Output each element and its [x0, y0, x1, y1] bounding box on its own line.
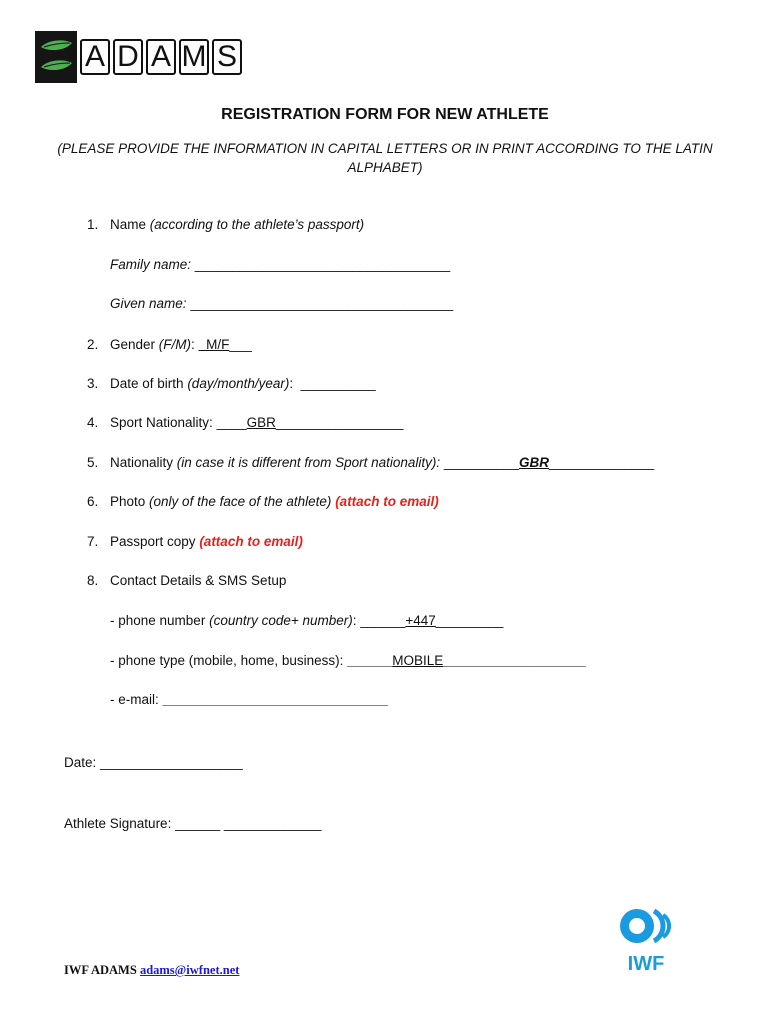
- field-photo: [87, 494, 439, 509]
- item-number: 4.: [87, 415, 99, 430]
- field-dob[interactable]: [87, 376, 376, 391]
- field-label: Photo: [110, 494, 146, 509]
- phone-type-value[interactable]: MOBILE: [392, 653, 444, 668]
- phone-number-value[interactable]: +447: [405, 613, 436, 628]
- blank-line: ___________________: [443, 653, 586, 668]
- logo-letter: M: [179, 39, 209, 75]
- blank-line: ______: [347, 653, 393, 668]
- blank-line: _________: [435, 613, 504, 628]
- field-label: Passport copy: [110, 534, 196, 549]
- field-passport: [87, 534, 303, 549]
- field-email[interactable]: [110, 692, 388, 707]
- field-label: - phone type (mobile, home, business):: [110, 653, 344, 668]
- gender-value[interactable]: M/F: [206, 337, 230, 352]
- iwf-logo: [618, 906, 674, 974]
- field-label: Date:: [64, 755, 97, 770]
- blank-line[interactable]: ______ _____________: [175, 816, 322, 831]
- field-name: [87, 217, 364, 232]
- field-label: Family name:: [110, 257, 192, 272]
- colon: :: [191, 337, 195, 352]
- item-number: 8.: [87, 573, 99, 588]
- colon: :: [289, 376, 294, 391]
- blank-line: ___: [229, 337, 252, 352]
- blank-line[interactable]: ______________________________: [162, 692, 388, 707]
- blank-line[interactable]: __________________________________: [194, 257, 451, 272]
- field-phone-type[interactable]: [110, 653, 586, 668]
- blank-line: [199, 337, 207, 352]
- footer-org: IWF ADAMS: [64, 963, 137, 977]
- field-note: (day/month/year): [187, 376, 290, 391]
- field-note: (only of the face of the athlete): [149, 494, 332, 509]
- adams-logo: [35, 31, 245, 83]
- field-label: Sport Nationality:: [110, 415, 213, 430]
- field-note: (in case it is different from Sport nationality):: [176, 455, 441, 470]
- nationality-value[interactable]: GBR: [519, 455, 550, 470]
- field-phone-number[interactable]: [110, 613, 503, 628]
- item-number: 7.: [87, 534, 99, 549]
- item-number: 6.: [87, 494, 99, 509]
- field-label: - phone number: [110, 613, 206, 628]
- field-label: Gender: [110, 337, 156, 352]
- attach-note: (attach to email): [335, 494, 439, 509]
- blank-line: __________: [443, 455, 520, 470]
- blank-line[interactable]: ___________________________________: [190, 296, 454, 311]
- logo-letter: A: [146, 39, 176, 75]
- field-nationality[interactable]: [87, 455, 654, 470]
- logo-letter: S: [212, 39, 242, 75]
- item-number: 1.: [87, 217, 99, 232]
- field-label: - e-mail:: [110, 692, 159, 707]
- attach-note: (attach to email): [199, 534, 303, 549]
- footer-email-link[interactable]: adams@iwfnet.net: [139, 963, 240, 977]
- footer: [64, 963, 239, 978]
- logo-letter: D: [113, 39, 143, 75]
- field-note: (F/M): [158, 337, 192, 352]
- field-note: (country code+ number): [209, 613, 353, 628]
- field-label: Nationality: [110, 455, 174, 470]
- field-family-name[interactable]: [110, 257, 450, 272]
- blank-line: ______________: [549, 455, 655, 470]
- field-given-name[interactable]: [110, 296, 453, 311]
- blank-line[interactable]: __________: [300, 376, 376, 391]
- blank-line[interactable]: ___________________: [100, 755, 243, 770]
- field-gender[interactable]: [87, 337, 252, 352]
- iwf-logo-text: IWF: [627, 953, 665, 974]
- blank-line: ______: [360, 613, 406, 628]
- field-signature[interactable]: [64, 816, 322, 831]
- blank-line: _________________: [275, 415, 404, 430]
- item-number: 2.: [87, 337, 99, 352]
- sport-nationality-value[interactable]: GBR: [246, 415, 276, 430]
- logo-letter: A: [80, 39, 110, 75]
- colon: :: [352, 613, 357, 628]
- leaf-icon: [35, 31, 77, 83]
- field-note: (according to the athlete’s passport): [149, 217, 365, 232]
- item-number: 3.: [87, 376, 99, 391]
- field-contact: [87, 573, 286, 588]
- field-label: Name: [110, 217, 147, 232]
- field-date[interactable]: [64, 755, 243, 770]
- iwf-logo-icon: [618, 906, 674, 974]
- item-number: 5.: [87, 455, 99, 470]
- field-label: Given name:: [110, 296, 187, 311]
- field-label: Athlete Signature:: [64, 816, 172, 831]
- form-title: REGISTRATION FORM FOR NEW ATHLETE: [221, 106, 549, 123]
- field-label: Date of birth: [110, 376, 184, 391]
- blank-line: ____: [216, 415, 247, 430]
- field-label: Contact Details & SMS Setup: [110, 573, 287, 588]
- field-sport-nationality[interactable]: [87, 415, 404, 430]
- form-subtitle: (PLEASE PROVIDE THE INFORMATION IN CAPITAL LETTERS OR IN PRINT ACCORDING TO THE LATIN ALPHABET): [57, 141, 713, 175]
